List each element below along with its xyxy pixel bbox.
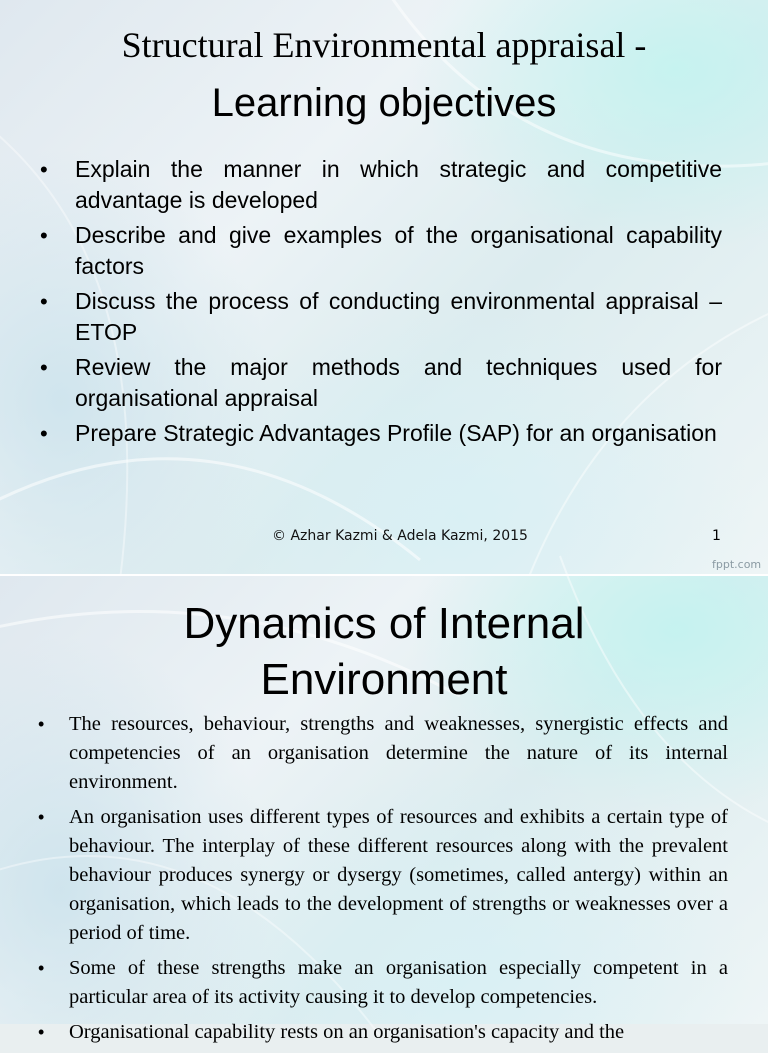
fppt-watermark: fppt.com: [712, 558, 762, 571]
list-item: [40, 418, 722, 449]
list-item: [38, 710, 728, 797]
copyright-footer: © Azhar Kazmi & Adela Kazmi, 2015: [272, 528, 528, 544]
list-item: [40, 220, 722, 282]
objectives-list: [40, 154, 722, 453]
list-item: [38, 1018, 728, 1047]
list-item: [38, 803, 728, 948]
bullet-icon: •: [38, 1022, 45, 1042]
list-item: [38, 954, 728, 1012]
slide-dynamics-internal-environment: [0, 576, 768, 1043]
objective-text: Discuss the process of conducting environmental appraisal – ETOP: [75, 288, 722, 345]
slide-title-line1: Structural Environmental appraisal -: [121, 25, 647, 65]
point-text: An organisation uses different types of resources and exhibits a certain type of behaviour. The interplay of these different resources along with the prevalent behaviour produces synergy or dysergy (sometimes, called antergy) within an organisation, which leads to the development of strengths or weaknesses over a period of time.: [69, 806, 728, 944]
point-text: The resources, behaviour, strengths and weaknesses, synergistic effects and competencies of an organisation determine the nature of its internal environment.: [69, 713, 728, 793]
list-item: [40, 286, 722, 348]
objective-text: Describe and give examples of the organisational capability factors: [75, 222, 722, 279]
bullet-icon: •: [40, 157, 48, 182]
slide-title-line2: Learning objectives: [211, 81, 557, 125]
dynamics-list: [38, 710, 728, 1053]
bullet-icon: •: [40, 355, 48, 380]
slide-title-line1: Dynamics of Internal: [183, 599, 585, 648]
objective-text: Review the major methods and techniques used for organisational appraisal: [75, 354, 722, 411]
bullet-icon: •: [38, 807, 45, 827]
point-text: Some of these strengths make an organisation especially competent in a particular area of its activity causing it to develop competencies.: [69, 957, 728, 1008]
list-item: [40, 154, 722, 216]
page-number: 1: [712, 528, 721, 544]
bullet-icon: •: [40, 223, 48, 248]
bullet-icon: •: [40, 421, 48, 446]
point-text: Organisational capability rests on an organisation's capacity and the: [69, 1021, 625, 1043]
bullet-icon: •: [38, 958, 45, 978]
objective-text: Explain the manner in which strategic and competitive advantage is developed: [75, 156, 722, 213]
bullet-icon: •: [40, 289, 48, 314]
bullet-icon: •: [38, 714, 45, 734]
slide-title-line2: Environment: [260, 655, 508, 704]
objective-text: Prepare Strategic Advantages Profile (SAP) for an organisation: [75, 420, 717, 446]
list-item: [40, 352, 722, 414]
